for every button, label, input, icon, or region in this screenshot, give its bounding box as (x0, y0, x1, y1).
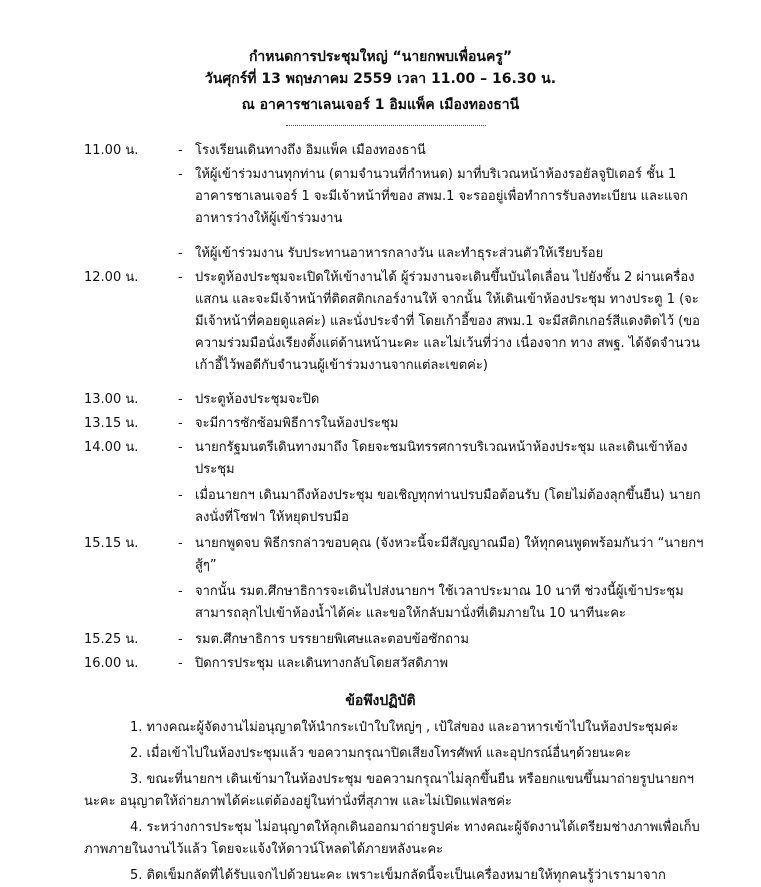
schedule-item (0, 389, 761, 411)
event-venue: ณ อาคารชาเลนเจอร์ 1 อิมแพ็ค เมืองทองธานี (241, 97, 520, 113)
bullet-dash: - (178, 392, 183, 407)
schedule-item (0, 437, 761, 483)
rule-item: 4. ระหว่างการประชุม ไม่อนุญาตให้ลุกเดินออกมาถ่ายรูปค่ะ ทางคณะผู้จัดงานได้เตรียมช่างภาพเพื่อเก็บภาพภายในงานไว้แล้ว โดยจะแจ้งให้ดาวน์โหลดได้ภายหลังนะคะ (84, 820, 700, 857)
rule-item: 3. ขณะที่นายกฯ เดินเข้ามาในห้องประชุม ขอความกรุณาไม่ลุกขึ้นยืน หรือยกแขนขึ้นมาถ่ายรูปนายกฯ นะคะ อนุญาตให้ถ่ายภาพได้ค่ะแต่ต้องอยู่ในท่านั่งที่สุภาพ และไม่เปิดแฟลชค่ะ (84, 772, 694, 809)
schedule-text: ให้ผู้เข้าร่วมงาน รับประทานอาหารกลางวัน และทำธุระส่วนตัวให้เรียบร้อย (195, 246, 604, 261)
event-date: วันศุกร์ที่ 13 พฤษภาคม 2559 เวลา 11.00 – 16.30 น. (204, 71, 557, 87)
bullet-dash: - (178, 270, 183, 285)
schedule-item (0, 485, 761, 531)
bullet-dash: - (178, 536, 183, 551)
bullet-dash: - (178, 584, 183, 599)
bullet-dash: - (178, 246, 183, 261)
schedule-time: 12.00 น. (84, 270, 139, 285)
schedule-item (0, 629, 761, 651)
bullet-dash: - (178, 488, 183, 503)
rule-item: 2. เมื่อเข้าไปในห้องประชุมแล้ว ขอความกรุณาปิดเสียงโทรศัพท์ และอุปกรณ์อื่นๆด้วยนะคะ (130, 746, 631, 761)
schedule-text: จากนั้น รมต.ศึกษาธิการจะเดินไปส่งนายกฯ ใช้เวลาประมาณ 10 นาที ช่วงนี้ผู้เข้าประชุมสามารถลุกไปเข้าห้องน้ำได้ค่ะ และขอให้กลับมานั่งที่เดิมภายใน 10 นาทีนะคะ (195, 584, 684, 621)
bullet-dash: - (178, 416, 183, 431)
bullet-dash: - (178, 656, 183, 671)
schedule-text: จะมีการซักซ้อมพิธีการในห้องประชุม (195, 416, 399, 431)
schedule-text: ประตูห้องประชุมจะปิด (195, 392, 320, 407)
schedule-item (0, 413, 761, 435)
schedule-list (0, 140, 761, 675)
schedule-text: ปิดการประชุม และเดินทางกลับโดยสวัสดิภาพ (195, 656, 449, 671)
bullet-dash: - (178, 167, 183, 182)
schedule-item (0, 164, 761, 243)
schedule-text: เมื่อนายกฯ เดินมาถึงห้องประชุม ขอเชิญทุกท่านปรบมือต้อนรับ (โดยไม่ต้องลุกขึ้นยืน) นายกลงนั่งที่โซฟา ให้หยุดปรบมือ (195, 488, 701, 525)
dotted-divider (286, 125, 486, 126)
schedule-time: 15.25 น. (84, 632, 139, 647)
schedule-item (0, 581, 761, 627)
document-title: กำหนดการประชุมใหญ่ “นายกพบเพื่อนครู” (248, 49, 513, 65)
schedule-item (0, 533, 761, 579)
schedule-time: 16.00 น. (84, 656, 139, 671)
schedule-time: 14.00 น. (84, 440, 139, 455)
schedule-time: 13.00 น. (84, 392, 139, 407)
schedule-time: 15.15 น. (84, 536, 139, 551)
bullet-dash: - (178, 632, 183, 647)
schedule-item (0, 243, 761, 265)
schedule-item (0, 267, 761, 385)
rule-item: 5. ติดเข็มกลัดที่ได้รับแจกไปด้วยนะคะ เพราะเข็มกลัดนี้จะเป็นเครื่องหมายให้ทุกคนรู้ว่าเรามาจาก (130, 868, 666, 883)
rule-item: 1. ทางคณะผู้จัดงานไม่อนุญาตให้นำกระเป๋าใบใหญ่ๆ , เป้ใส่ของ และอาหารเข้าไปในห้องประชุมค่ะ (130, 720, 679, 735)
schedule-text: โรงเรียนเดินทางถึง อิมแพ็ค เมืองทองธานี (195, 143, 426, 158)
schedule-text: รมต.ศึกษาธิการ บรรยายพิเศษและตอบข้อซักถาม (195, 632, 469, 647)
schedule-time: 11.00 น. (84, 143, 139, 158)
schedule-text: นายกรัฐมนตรีเดินทางมาถึง โดยจะชมนิทรรศการบริเวณหน้าห้องประชุม และเดินเข้าห้องประชุม (195, 440, 688, 477)
rules-heading: ข้อพึงปฏิบัติ (345, 693, 416, 709)
bullet-dash: - (178, 143, 183, 158)
schedule-item (0, 140, 761, 162)
bullet-dash: - (178, 440, 183, 455)
schedule-text: ให้ผู้เข้าร่วมงานทุกท่าน (ตามจำนวนที่กำหนด) มาที่บริเวณหน้าห้องรอยัลจูปิเตอร์ ชั้น 1 อาคารชาเลนเจอร์ 1 จะมีเจ้าหน้าที่ของ สพม.1 จะรออยู่เพื่อทำการรับลงทะเบียน และแจกอาหารว่างให้ผู้เข้าร่วมงาน (195, 167, 688, 226)
rules-list (0, 717, 761, 887)
schedule-text: ประตูห้องประชุมจะเปิดให้เข้างานได้ ผู้ร่วมงานจะเดินขึ้นบันไดเลื่อน ไปยังชั้น 2 ผ่านเครื่องแสกน และจะมีเจ้าหน้าที่ติดสติกเกอร์งานให้ จากนั้น ให้เดินเข้าห้องประชุม ทางประตู 1 (จะมีเจ้าหน้าที่คอยดูแลค่ะ) และนั่งประจำที่ โดยเก้าอี้ของ สพม.1 จะมีสติกเกอร์สีแดงติดไว้ (ขอความร่วมมือนั่งเรียงตั้งแต่ด้านหน้านะคะ และไม่เว้นที่ว่าง เนื่องจาก ทาง สพฐ. ได้จัดจำนวนเก้าอี้ไว้พอดีกับจำนวนผู้เข้าร่วมงานจากแต่ละเขตค่ะ) (195, 270, 700, 373)
schedule-item (0, 653, 761, 675)
schedule-text: นายกพูดจบ พิธีกรกล่าวขอบคุณ (จังหวะนี้จะมีสัญญาณมือ) ให้ทุกคนพูดพร้อมกันว่า “นายกฯ สู้ๆ” (195, 536, 704, 573)
schedule-time: 13.15 น. (84, 416, 139, 431)
